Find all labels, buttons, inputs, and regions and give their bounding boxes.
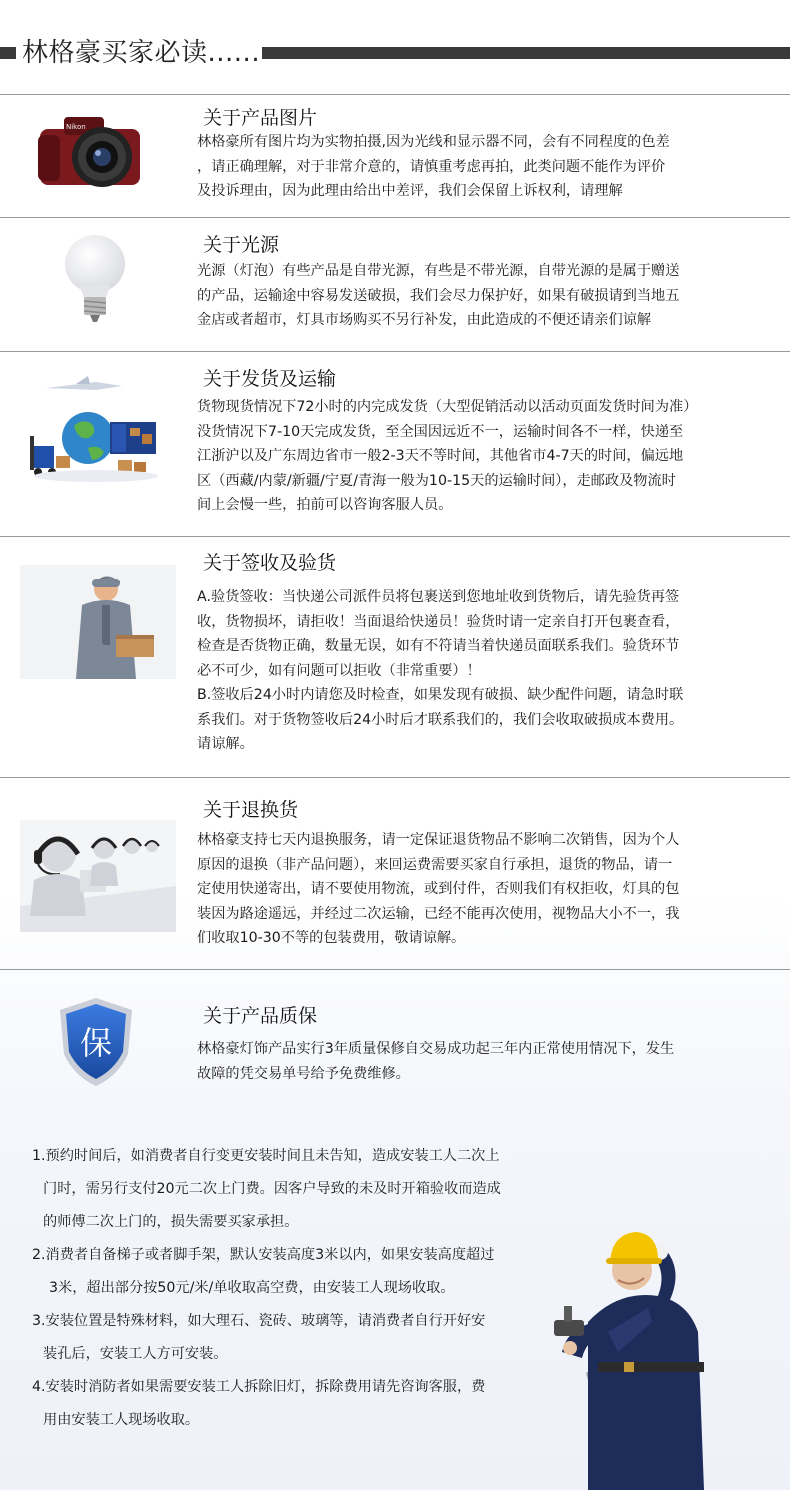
body-line: 们收取10-30不等的包装费用，敬请谅解。 (197, 930, 466, 946)
body-line: 的产品，运输途中容易发送破损，我们会尽力保护好，如果有破损请到当地五 (197, 287, 680, 304)
note-line: 3.安装位置是特殊材料，如大理石、瓷砖、玻璃等，请消费者自行开好安 (32, 1313, 486, 1329)
section-heading: 关于产品质保 (203, 1005, 318, 1027)
body-line: 林格豪灯饰产品实行3年质量保修自交易成功起三年内正常使用情况下，发生 (197, 1041, 675, 1057)
section-returns (0, 778, 790, 969)
installer-worker-icon (548, 1212, 790, 1490)
note-line: 4.安装时消防者如果需要安装工人拆除旧灯，拆除费用请先咨询客服，费 (32, 1379, 486, 1395)
section-product-images (0, 95, 790, 217)
section-heading: 关于光源 (203, 234, 280, 256)
body-line: ，请正确理解，对于非常介意的，请慎重考虑再拍，此类问题不能作为评价 (197, 158, 666, 175)
svg-text:保: 保 (79, 1024, 113, 1062)
body-line: 货物现货情况下72小时的内完成发货（大型促销活动以活动页面发货时间为准） (197, 399, 698, 415)
section-light-source (0, 218, 790, 351)
customer-service-icon (20, 820, 176, 932)
section-heading: 关于产品图片 (203, 107, 318, 129)
note-line: 3米，超出部分按50元/米/单收取高空费，由安装工人现场收取。 (49, 1280, 455, 1296)
body-line: 收，货物损坏，请拒收！当面退给快递员！验货时请一定亲自打开包裹查看， (197, 613, 680, 630)
section-shipping (0, 352, 790, 536)
note-line: 装孔后，安装工人方可安装。 (43, 1346, 228, 1362)
body-line: 没货情况下7-10天完成发货，至全国因远近不一，运输时间各不一样，快递至 (197, 423, 684, 440)
body-line: 检查是否货物正确，数量无误，如有不符请当着快递员面联系我们。验货环节 (197, 638, 680, 654)
installation-notes (32, 1140, 572, 1437)
note-line: 的师傅二次上门的，损失需要买家承担。 (43, 1214, 299, 1230)
body-line: 请谅解。 (197, 736, 254, 752)
note-line: 用由安装工人现场收取。 (43, 1412, 200, 1428)
section-warranty (0, 970, 790, 1110)
shipping-globe-icon (26, 376, 166, 486)
header-bar-left (0, 47, 16, 59)
delivery-man-icon (20, 565, 176, 679)
body-line: 江浙沪以及广东周边省市一般2-3天不等时间，其他省市4-7天的时间，偏远地 (197, 448, 684, 464)
section-heading: 关于签收及验货 (203, 552, 337, 574)
section-body (197, 828, 787, 951)
body-line: 装因为路途遥远，并经过二次运输，已经不能再次使用，视物品大小不一，我 (197, 905, 680, 922)
note-line: 1.预约时间后，如消费者自行变更安装时间且未告知，造成安装工人二次上 (32, 1148, 500, 1164)
body-line: 系我们。对于货物签收后24小时后才联系我们的，我们会收取破损成本费用。 (197, 711, 684, 728)
section-heading: 关于发货及运输 (203, 368, 337, 390)
body-line: 定使用快递寄出，请不要使用物流，或到付件，否则我们有权拒收，灯具的包 (197, 881, 680, 897)
section-receiving-inspection (0, 537, 790, 777)
light-bulb-icon (60, 234, 130, 326)
warranty-shield-icon (58, 996, 134, 1088)
page-title: 林格豪买家必读...... (22, 38, 261, 68)
section-body (197, 1037, 787, 1086)
body-line: 金店或者超市，灯具市场购买不另行补发，由此造成的不便还请亲们谅解 (197, 312, 652, 328)
body-line: 间上会慢一些，拍前可以咨询客服人员。 (197, 497, 453, 513)
body-line: 区（西藏/内蒙/新疆/宁夏/青海一般为10-15天的运输时间），走邮政及物流时 (197, 472, 676, 489)
note-line: 2.消费者自备梯子或者脚手架，默认安装高度3米以内，如果安装高度超过 (32, 1247, 495, 1263)
body-line: 及投诉理由，因为此理由给出中差评，我们会保留上诉权利，请理解 (197, 183, 623, 199)
body-line: B.签收后24小时内请您及时检查，如果发现有破损、缺少配件问题，请急时联 (197, 687, 684, 703)
body-line: 必不可少，如有问题可以拒收（非常重要）！ (197, 662, 481, 679)
body-line: 故障的凭交易单号给予免费维修。 (197, 1065, 410, 1082)
body-line: 原因的退换（非产品问题），来回运费需要买家自行承担，退货的物品，请一 (197, 856, 673, 873)
section-heading: 关于退换货 (203, 799, 299, 821)
header-bar-right (262, 47, 790, 59)
note-line: 门时，需另行支付20元二次上门费。因客户导致的未及时开箱验收而造成 (43, 1181, 501, 1197)
section-body (197, 395, 787, 518)
section-body (197, 130, 787, 204)
body-line: 林格豪所有图片均为实物拍摄,因为光线和显示器不同，会有不同程度的色差 (197, 134, 670, 150)
body-line: A.验货签收：当快递公司派件员将包裹送到您地址收到货物后，请先验货再签 (197, 589, 680, 605)
section-body (197, 259, 787, 333)
body-line: 光源（灯泡）有些产品是自带光源，有些是不带光源，自带光源的是属于赠送 (197, 263, 680, 279)
svg-text:Nikon: Nikon (66, 123, 86, 131)
body-line: 林格豪支持七天内退换服务，请一定保证退货物品不影响二次销售，因为个人 (197, 832, 680, 848)
section-body (197, 585, 787, 757)
camera-icon (34, 109, 146, 191)
page-header (0, 30, 790, 70)
